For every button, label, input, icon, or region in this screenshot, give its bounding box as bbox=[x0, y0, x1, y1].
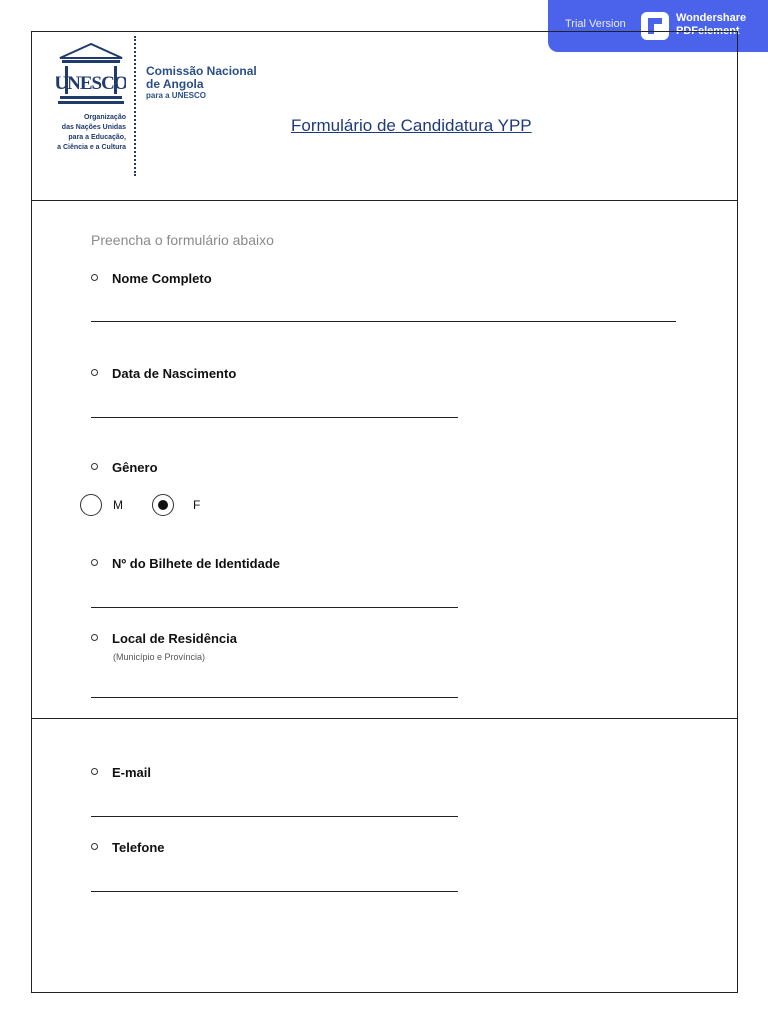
field-id-number bbox=[91, 556, 280, 571]
gender-radio-m[interactable] bbox=[80, 494, 102, 516]
field-email bbox=[91, 765, 151, 780]
org-line-2: das Nações Unidas bbox=[61, 124, 126, 131]
full-name-input[interactable] bbox=[91, 321, 676, 322]
field-residence bbox=[91, 631, 237, 646]
org-line-1: Organização bbox=[83, 114, 126, 121]
unesco-logo bbox=[56, 40, 126, 110]
bullet-icon bbox=[91, 559, 98, 566]
form-intro: Preencha o formulário abaixo bbox=[91, 232, 274, 248]
org-line-3: para a Educação, bbox=[68, 134, 126, 141]
bullet-icon bbox=[91, 369, 98, 376]
org-line-4: a Ciência e a Cultura bbox=[57, 144, 126, 151]
commission-name bbox=[146, 65, 257, 101]
phone-input[interactable] bbox=[91, 891, 458, 892]
email-input[interactable] bbox=[91, 816, 458, 817]
full-name-label: Nome Completo bbox=[112, 271, 212, 286]
gender-label: Gênero bbox=[112, 460, 158, 475]
commission-line-1: Comissão Nacional bbox=[146, 64, 257, 78]
gender-option-m-label: M bbox=[113, 498, 123, 512]
field-birth-date bbox=[91, 366, 236, 381]
brand-name-line2: PDFelement bbox=[676, 25, 740, 37]
form-title: Formulário de Candidatura YPP bbox=[291, 116, 532, 135]
field-gender bbox=[91, 460, 158, 475]
bullet-icon bbox=[91, 463, 98, 470]
field-full-name bbox=[91, 271, 212, 286]
phone-label: Telefone bbox=[112, 840, 165, 855]
brand-name-line1: Wondershare bbox=[676, 12, 747, 24]
bullet-icon bbox=[91, 768, 98, 775]
radio-selected-dot bbox=[158, 500, 168, 510]
residence-label: Local de Residência bbox=[112, 631, 237, 646]
id-number-label: Nº do Bilhete de Identidade bbox=[112, 556, 280, 571]
gender-option-f-label: F bbox=[193, 498, 201, 512]
residence-input[interactable] bbox=[91, 697, 458, 698]
trial-version-text: Trial Version bbox=[565, 18, 626, 30]
birth-date-input[interactable] bbox=[91, 417, 458, 418]
residence-hint: (Município e Província) bbox=[113, 652, 206, 662]
unesco-temple-icon bbox=[56, 40, 126, 110]
organization-text bbox=[34, 113, 126, 153]
header-divider bbox=[134, 36, 138, 176]
commission-line-3: para a UNESCO bbox=[146, 91, 207, 100]
unesco-logo-text: UNESCO bbox=[56, 73, 126, 94]
field-phone bbox=[91, 840, 165, 855]
commission-line-2: de Angola bbox=[146, 77, 204, 91]
form-frame-bottom bbox=[31, 718, 738, 993]
gender-radio-f[interactable] bbox=[152, 494, 174, 516]
id-number-input[interactable] bbox=[91, 607, 458, 608]
email-label: E-mail bbox=[112, 765, 152, 780]
bullet-icon bbox=[91, 274, 98, 281]
bullet-icon bbox=[91, 843, 98, 850]
birth-date-label: Data de Nascimento bbox=[112, 366, 237, 381]
bullet-icon bbox=[91, 634, 98, 641]
